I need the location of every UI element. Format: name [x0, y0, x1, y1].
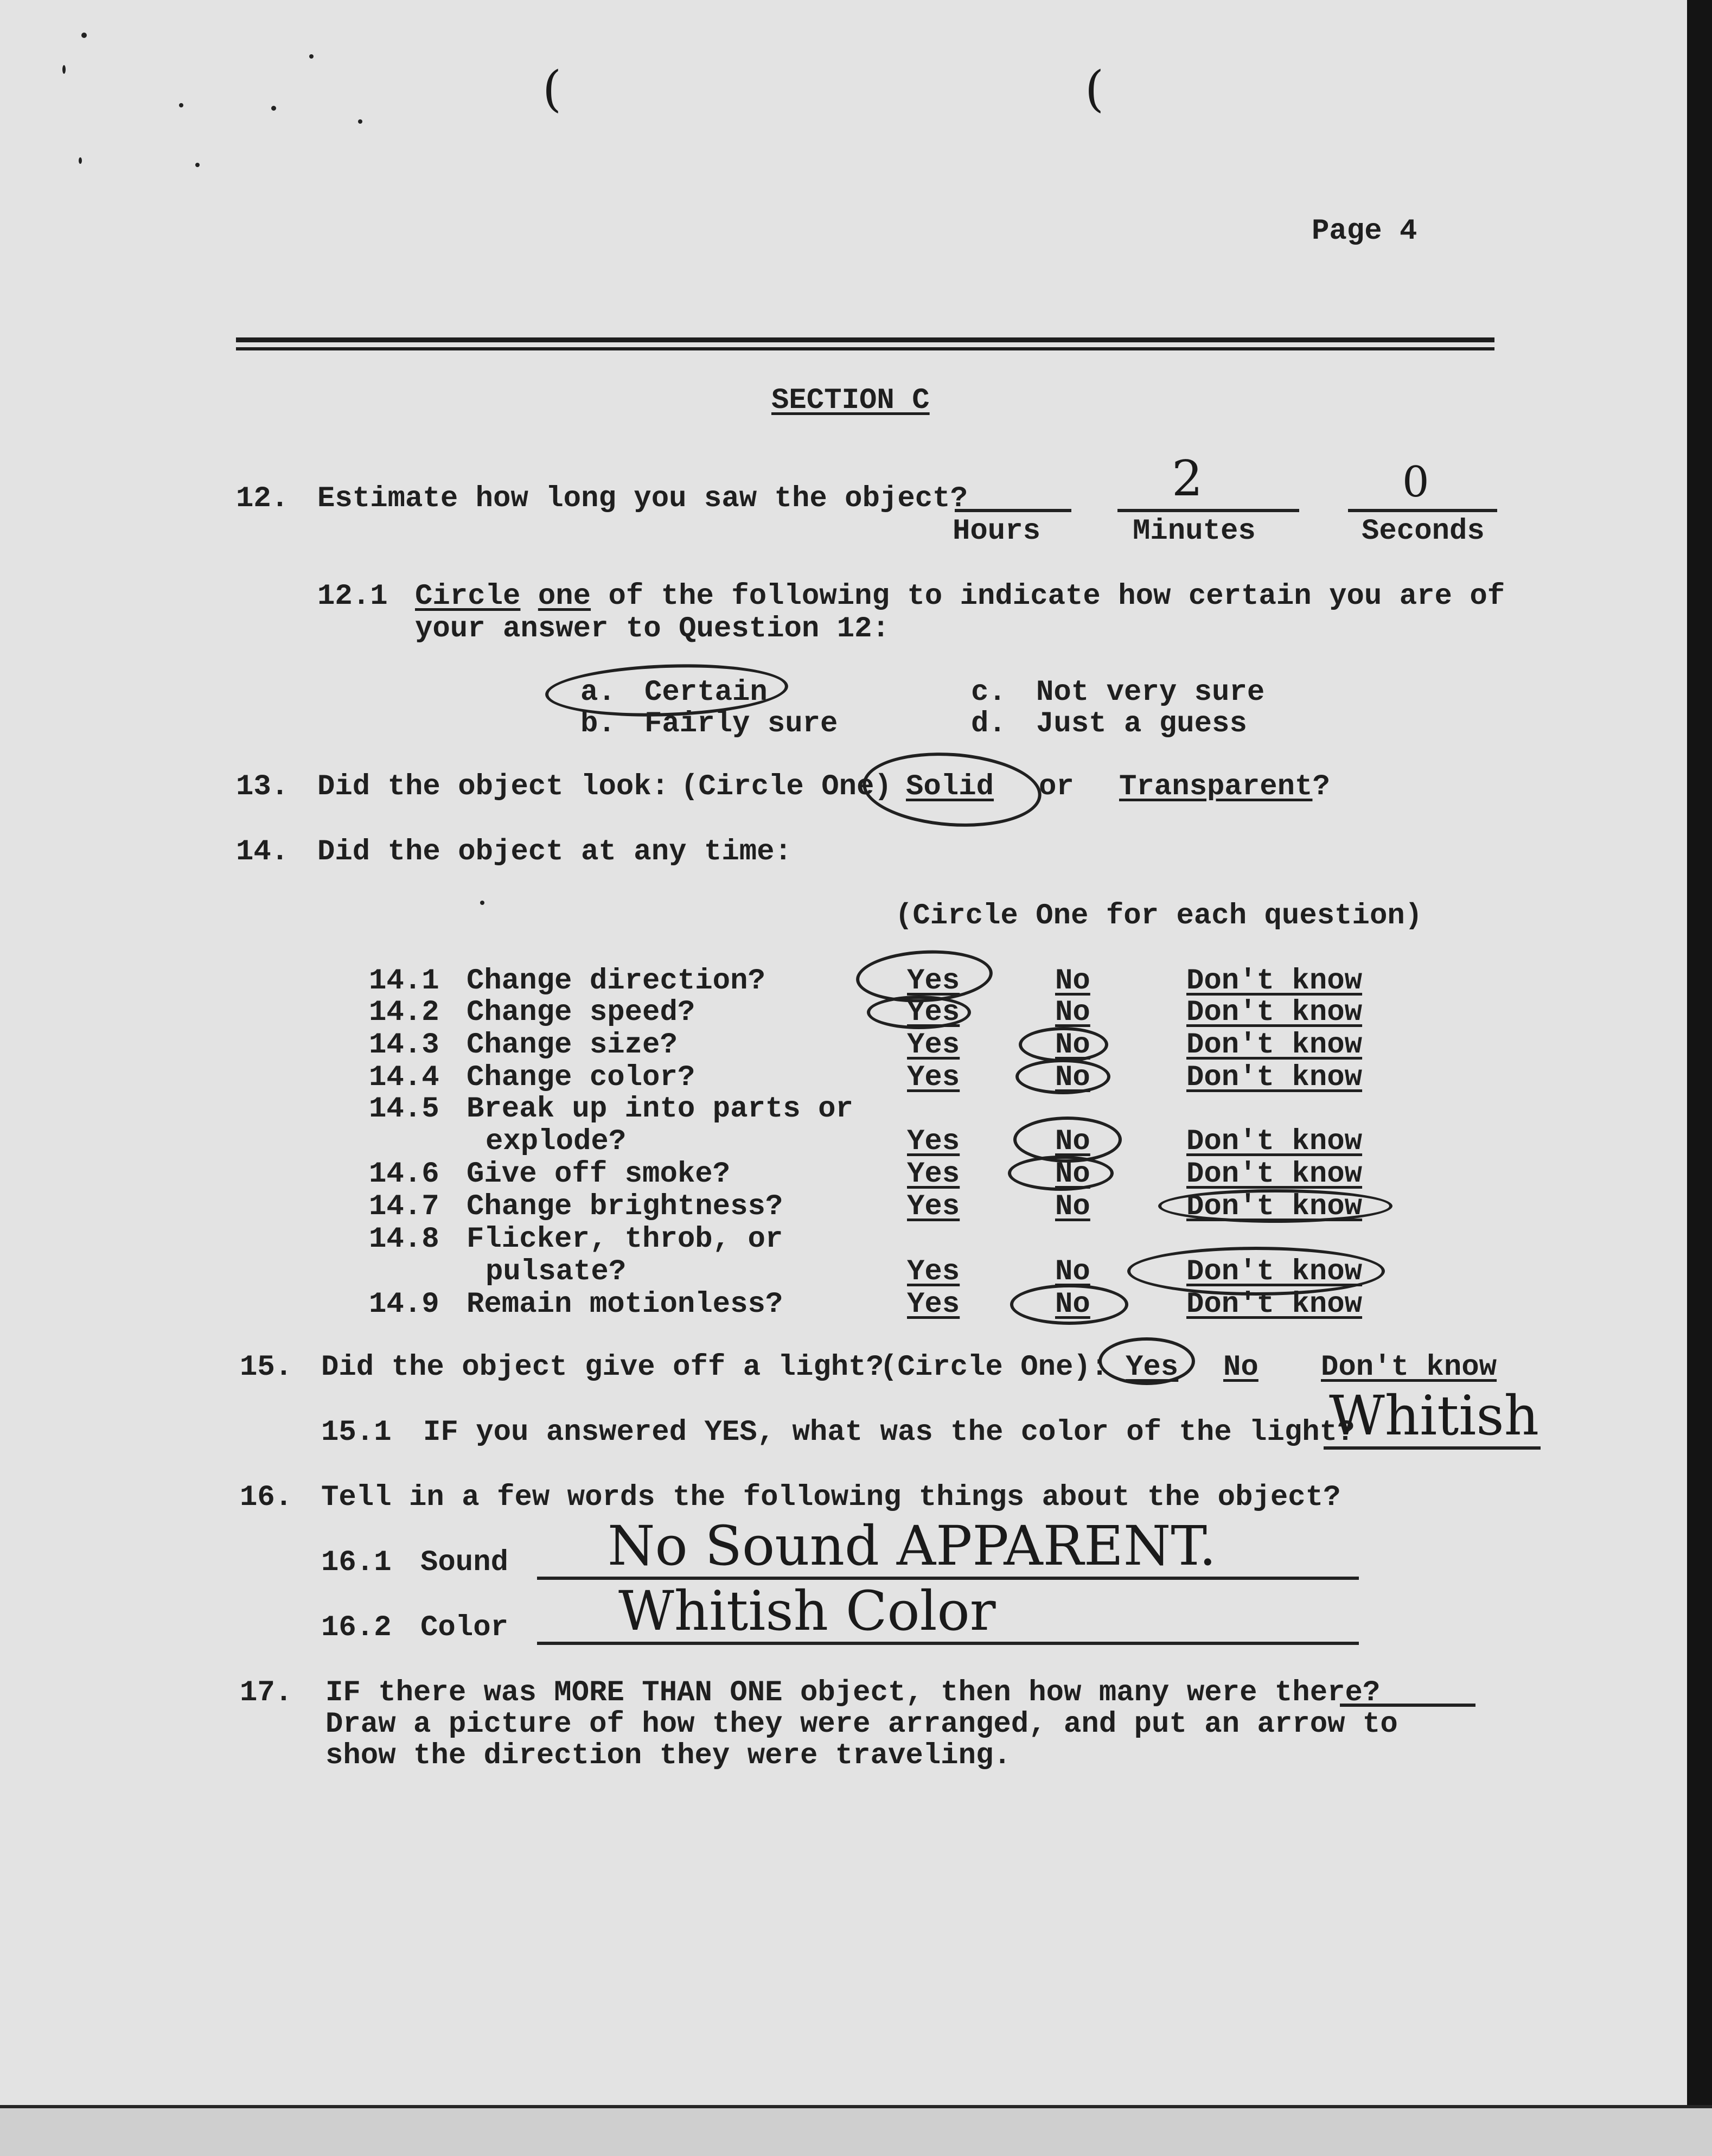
- item-number: 14.6: [369, 1158, 439, 1191]
- no-option[interactable]: No: [1055, 996, 1090, 1029]
- q14-number: 14.: [236, 835, 289, 869]
- yes-option[interactable]: Yes: [907, 1029, 960, 1062]
- item-label: Change color?: [467, 1061, 695, 1094]
- scan-border: [0, 2105, 1712, 2156]
- option-solid[interactable]: Solid: [906, 770, 994, 803]
- yes-option[interactable]: Yes: [907, 1255, 960, 1289]
- q14-instruction: (Circle One for each question): [895, 900, 1423, 933]
- no-option[interactable]: No: [1055, 1255, 1090, 1289]
- item-number: 14.3: [369, 1029, 439, 1062]
- answer-circle: [860, 747, 1044, 833]
- answer-circle: [1015, 1059, 1110, 1094]
- color-answer[interactable]: Whitish Color: [618, 1579, 996, 1643]
- item-label: Change direction?: [467, 965, 765, 998]
- q12-1-text: [415, 582, 1505, 611]
- scan-artifact: (: [1085, 61, 1104, 118]
- answer-circle: [867, 996, 971, 1029]
- item-label: Change brightness?: [467, 1190, 783, 1223]
- q16-text: Tell in a few words the following things about the object?: [321, 1481, 1341, 1514]
- yes-option[interactable]: Yes: [907, 996, 960, 1029]
- section-title: SECTION C: [771, 384, 930, 417]
- speck: [81, 33, 87, 38]
- scan-artifact: (: [542, 61, 562, 118]
- q12-text: Estimate how long you saw the object?: [317, 482, 968, 515]
- item-label: Change size?: [467, 1029, 678, 1062]
- q15-text: Did the object give off a light?: [321, 1351, 884, 1384]
- speck: [179, 103, 183, 107]
- color-label: Color: [420, 1611, 509, 1644]
- minutes-blank[interactable]: [1117, 509, 1299, 512]
- q16-1-number: 16.1: [321, 1546, 392, 1579]
- item-label: Change speed?: [467, 996, 695, 1029]
- option-a-label[interactable]: Certain: [644, 676, 768, 709]
- option-b-label[interactable]: Fairly sure: [644, 707, 838, 741]
- no-option[interactable]: No: [1055, 1029, 1090, 1062]
- top-rule: [236, 347, 1494, 350]
- q17-line3: show the direction they were traveling.: [325, 1739, 1011, 1772]
- light-color-answer[interactable]: Whitish: [1329, 1384, 1539, 1447]
- hours-label: Hours: [953, 515, 1041, 548]
- speck: [309, 54, 314, 59]
- item-number: 14.5: [369, 1093, 439, 1126]
- dont-know-option[interactable]: Don't know: [1321, 1351, 1497, 1384]
- item-label-line2: pulsate?: [486, 1255, 627, 1289]
- item-label: Break up into parts or: [467, 1093, 853, 1126]
- yes-option[interactable]: Yes: [907, 1061, 960, 1094]
- item-label: Remain motionless?: [467, 1288, 783, 1321]
- yes-option[interactable]: Yes: [1126, 1351, 1179, 1384]
- answer-circle: [1127, 1247, 1385, 1296]
- yes-option[interactable]: Yes: [907, 1125, 960, 1158]
- q13-instruction: (Circle One): [681, 770, 892, 803]
- minutes-answer[interactable]: 2: [1172, 450, 1203, 507]
- dont-know-option[interactable]: Don't know: [1186, 1288, 1363, 1321]
- item-number: 14.9: [369, 1288, 439, 1321]
- item-number: 14.4: [369, 1061, 439, 1094]
- option-c-letter: c.: [971, 676, 1006, 709]
- option-transparent[interactable]: Transparent: [1119, 770, 1313, 803]
- dont-know-option[interactable]: Don't know: [1186, 1061, 1363, 1094]
- q12-1-number: 12.1: [317, 580, 388, 613]
- q13-number: 13.: [236, 770, 289, 803]
- no-option[interactable]: No: [1055, 1061, 1090, 1094]
- q14-text: Did the object at any time:: [317, 835, 792, 869]
- q12-1-text-rest: of the following to indicate how certain you are of: [608, 580, 1505, 613]
- item-label-line2: explode?: [486, 1125, 627, 1158]
- answer-circle: [1158, 1189, 1392, 1223]
- q16-number: 16.: [240, 1481, 293, 1514]
- dont-know-option[interactable]: Don't know: [1186, 1029, 1363, 1062]
- answer-circle: [1098, 1337, 1195, 1385]
- q12-number: 12.: [236, 482, 289, 515]
- yes-option[interactable]: Yes: [907, 1288, 960, 1321]
- option-c-label[interactable]: Not very sure: [1036, 676, 1265, 709]
- dont-know-option[interactable]: Don't know: [1186, 1125, 1363, 1158]
- top-rule: [236, 337, 1494, 342]
- circle-word: Circle: [415, 580, 521, 613]
- q13-text: Did the object look:: [317, 770, 669, 803]
- item-label: Give off smoke?: [467, 1158, 731, 1191]
- hours-blank[interactable]: [955, 509, 1071, 512]
- q17-number: 17.: [240, 1676, 293, 1710]
- item-number: 14.2: [369, 996, 439, 1029]
- speck: [271, 106, 276, 111]
- item-number: 14.8: [369, 1223, 439, 1256]
- answer-circle: [1008, 1156, 1114, 1191]
- dont-know-option[interactable]: Don't know: [1186, 1158, 1363, 1191]
- q17-line2: Draw a picture of how they were arranged, and put an arrow to: [325, 1708, 1398, 1741]
- sound-label: Sound: [420, 1546, 509, 1579]
- seconds-blank[interactable]: [1348, 509, 1497, 512]
- q13-question-mark: ?: [1312, 770, 1330, 803]
- seconds-label: Seconds: [1362, 515, 1485, 548]
- yes-option[interactable]: Yes: [907, 1158, 960, 1191]
- option-b-letter: b.: [580, 707, 616, 741]
- q13-opt2: [1119, 770, 1330, 803]
- dont-know-option[interactable]: Don't know: [1186, 965, 1363, 998]
- speck: [62, 65, 66, 74]
- scan-border: [1687, 0, 1712, 2105]
- answer-circle: [1010, 1284, 1128, 1325]
- one-word: one: [538, 580, 591, 613]
- no-option[interactable]: No: [1055, 1288, 1090, 1321]
- speck: [79, 157, 82, 164]
- item-number: 14.7: [369, 1190, 439, 1223]
- no-option[interactable]: No: [1223, 1351, 1259, 1384]
- speck: [480, 901, 484, 905]
- sound-answer[interactable]: No Sound APPARENT.: [608, 1514, 1217, 1578]
- no-option[interactable]: No: [1055, 1190, 1090, 1223]
- answer-circle: [1019, 1027, 1108, 1062]
- no-option[interactable]: No: [1055, 1125, 1090, 1158]
- q12-1-text-line2: your answer to Question 12:: [415, 613, 890, 646]
- q15-number: 15.: [240, 1351, 293, 1384]
- object-count-blank[interactable]: [1340, 1704, 1475, 1707]
- item-label: Flicker, throb, or: [467, 1223, 783, 1256]
- yes-option[interactable]: Yes: [907, 1190, 960, 1223]
- option-a-letter: a.: [580, 676, 616, 709]
- q16-2-number: 16.2: [321, 1611, 392, 1644]
- speck: [358, 119, 362, 124]
- no-option[interactable]: No: [1055, 965, 1090, 998]
- option-d-label[interactable]: Just a guess: [1036, 707, 1247, 741]
- no-option[interactable]: No: [1055, 1158, 1090, 1191]
- q15-1-number: 15.1: [321, 1416, 392, 1449]
- dont-know-option[interactable]: Don't know: [1186, 996, 1363, 1029]
- item-number: 14.1: [369, 965, 439, 998]
- q15-1-text: IF you answered YES, what was the color of the light?: [423, 1416, 1355, 1449]
- q13-or: or: [1039, 770, 1074, 803]
- option-d-letter: d.: [971, 707, 1006, 741]
- dont-know-option[interactable]: Don't know: [1186, 1190, 1363, 1223]
- q15-instruction: (Circle One):: [880, 1351, 1109, 1384]
- speck: [195, 163, 200, 167]
- page-number: Page 4: [1312, 215, 1417, 248]
- minutes-label: Minutes: [1133, 515, 1256, 548]
- yes-option[interactable]: Yes: [907, 965, 960, 998]
- seconds-answer[interactable]: 0: [1402, 458, 1429, 507]
- dont-know-option[interactable]: Don't know: [1186, 1255, 1363, 1289]
- q17-line1: IF there was MORE THAN ONE object, then how many were there?: [325, 1676, 1381, 1710]
